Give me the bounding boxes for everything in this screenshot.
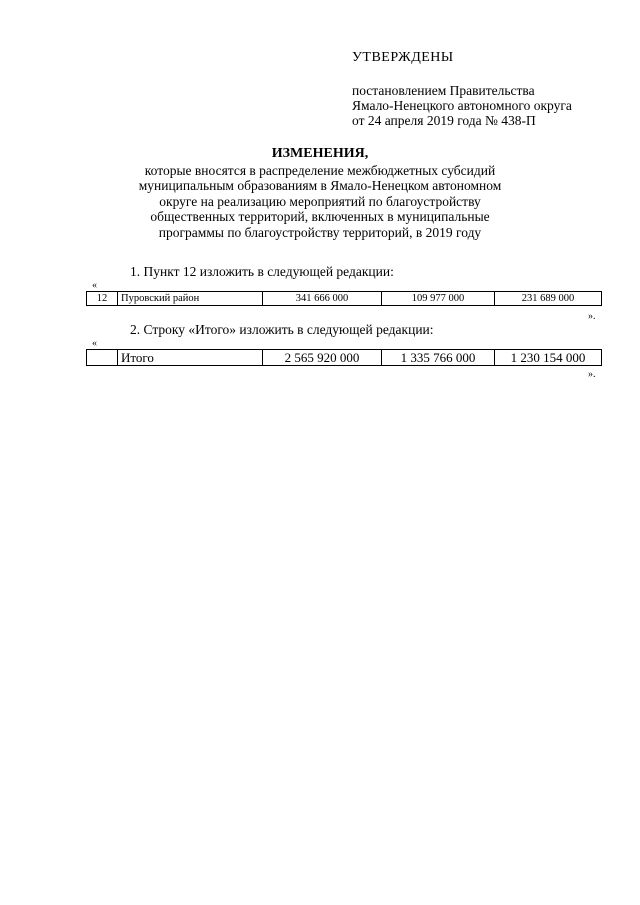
cell-value-2: 109 977 000 bbox=[382, 292, 495, 306]
title-line-4: общественных территорий, включенных в муниципальные bbox=[150, 209, 490, 224]
title-line-2: муниципальным образованиям в Ямало-Ненецком автономном bbox=[138, 178, 502, 193]
item-2-close-quote: ». bbox=[588, 369, 596, 380]
cell-number bbox=[87, 350, 118, 366]
item-2-open-quote: « bbox=[92, 338, 97, 349]
cell-value-3: 1 230 154 000 bbox=[495, 350, 602, 366]
approval-line-3: от 24 апреля 2019 года № 438-П bbox=[352, 113, 536, 128]
item-1-close-quote: ». bbox=[588, 311, 596, 322]
item-1-table bbox=[86, 291, 602, 306]
title-line-1: которые вносятся в распределение межбюджетных субсидий bbox=[144, 162, 496, 178]
item-1-text: 1. Пункт 12 изложить в следующей редакции: bbox=[130, 264, 394, 279]
item-1-open-quote: « bbox=[92, 280, 97, 291]
cell-value-2: 1 335 766 000 bbox=[382, 350, 495, 366]
item-2-table bbox=[86, 349, 602, 366]
approval-block bbox=[352, 50, 622, 128]
cell-value-total: 341 666 000 bbox=[263, 292, 382, 306]
title-line-5: программы по благоустройству территорий, в 2019 году bbox=[158, 224, 482, 240]
approval-heading: УТВЕРЖДЕНЫ bbox=[352, 50, 454, 65]
document-title: ИЗМЕНЕНИЯ, bbox=[271, 146, 369, 161]
approval-line-2: Ямало-Ненецкого автономного округа bbox=[352, 98, 572, 113]
document-title-block bbox=[100, 146, 540, 240]
item-2-text: 2. Строку «Итого» изложить в следующей редакции: bbox=[130, 322, 434, 337]
cell-total-label: Итого bbox=[118, 350, 263, 366]
table-row bbox=[87, 292, 602, 306]
cell-municipality: Пуровский район bbox=[118, 292, 263, 306]
title-line-3: округе на реализацию мероприятий по благоустройству bbox=[159, 193, 481, 209]
cell-value-total: 2 565 920 000 bbox=[263, 350, 382, 366]
table-row bbox=[87, 350, 602, 366]
approval-line-1: постановлением Правительства bbox=[352, 83, 535, 98]
cell-value-3: 231 689 000 bbox=[495, 292, 602, 306]
cell-number: 12 bbox=[87, 292, 118, 306]
